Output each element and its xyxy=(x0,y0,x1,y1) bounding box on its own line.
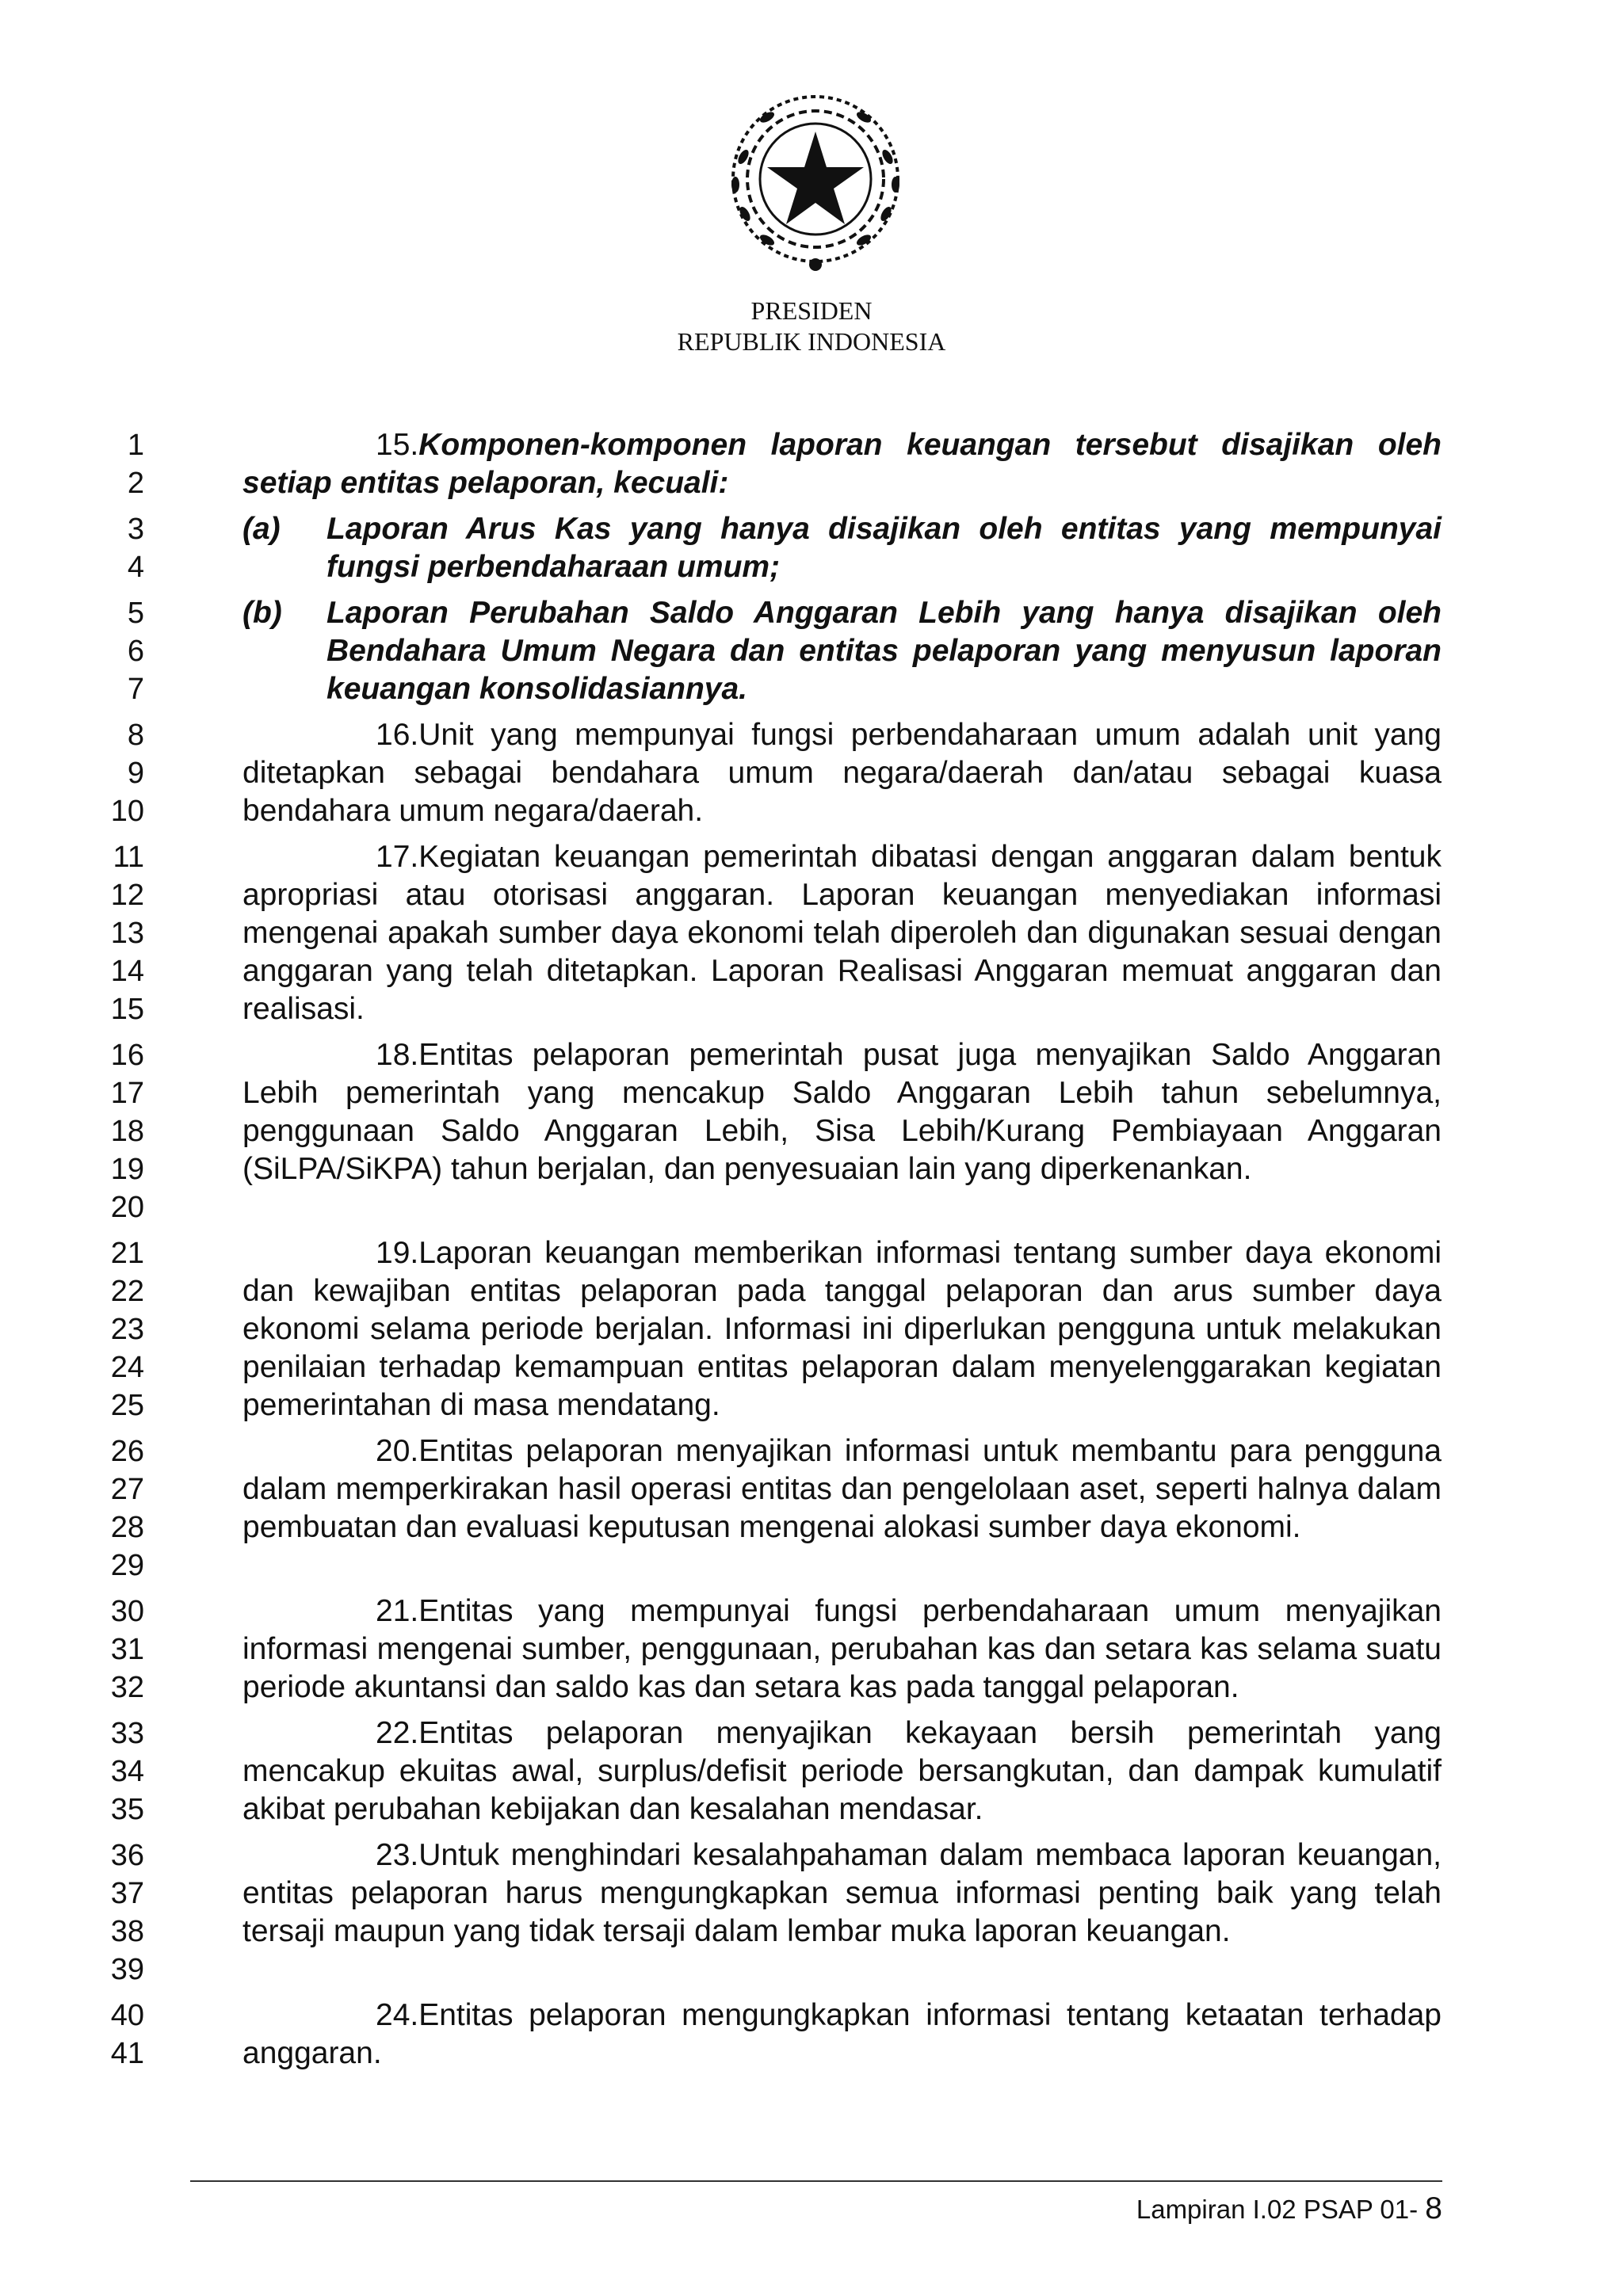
header-title-line2: REPUBLIK INDONESIA xyxy=(677,327,946,356)
paragraph-number: 20. xyxy=(376,1434,419,1468)
line-number: 8 xyxy=(127,719,144,752)
paragraph-text: Entitas pelaporan menyajikan kekayaan bersih pemerintah yang mencakup ekuitas awal, surplus/defisit periode bersangkutan, dan dampak kumulatif akibat perubahan kebijakan dan kesalahan mendasar. xyxy=(242,1716,1442,1826)
footer-divider xyxy=(190,2180,1442,2182)
line-number: 4 xyxy=(127,551,144,584)
line-number: 3 xyxy=(127,513,144,546)
paragraph-number: 22. xyxy=(376,1716,419,1750)
line-number: 29 xyxy=(110,1549,144,1582)
line-number: 24 xyxy=(110,1351,144,1384)
paragraph-number: 23. xyxy=(376,1838,419,1872)
line-number: 18 xyxy=(110,1115,144,1148)
paragraph-23 xyxy=(242,1836,1442,1951)
paragraph-number: 21. xyxy=(376,1594,419,1628)
line-number: 26 xyxy=(110,1435,144,1468)
paragraph-text: Kegiatan keuangan pemerintah dibatasi dengan anggaran dalam bentuk apropriasi atau otorisasi anggaran. Laporan keuangan menyediakan informasi mengenai apakah sumber daya ekonomi telah diperoleh dan digunakan sesuai dengan anggaran yang telah ditetapkan. Laporan Realisasi Anggaran memuat anggaran dan realisasi. xyxy=(242,840,1442,1026)
paragraph-18 xyxy=(242,1036,1442,1188)
list-item-text: Laporan Arus Kas yang hanya disajikan oleh entitas yang mempunyai fungsi perbendaharaan umum; xyxy=(327,512,1442,584)
line-number: 36 xyxy=(110,1839,144,1872)
list-item-label: (b) xyxy=(242,596,282,630)
paragraph-24 xyxy=(242,1997,1442,2073)
line-number: 11 xyxy=(113,841,144,874)
line-number: 7 xyxy=(127,673,144,706)
paragraph-17 xyxy=(242,838,1442,1028)
header-title-line1: PRESIDEN xyxy=(750,296,873,325)
paragraph-20 xyxy=(242,1432,1442,1547)
line-number: 33 xyxy=(110,1717,144,1750)
line-number: 9 xyxy=(127,757,144,790)
list-item-label: (a) xyxy=(242,512,281,546)
line-number: 25 xyxy=(110,1389,144,1422)
paragraph-text: Untuk menghindari kesalahpahaman dalam membaca laporan keuangan, entitas pelaporan harus mengungkapkan semua informasi penting baik yang telah tersaji maupun yang tidak tersaji dalam lembar muka laporan keuangan. xyxy=(242,1838,1442,1948)
line-number: 14 xyxy=(110,955,144,988)
line-number: 19 xyxy=(110,1153,144,1186)
paragraph-21 xyxy=(242,1592,1442,1707)
paragraph-number: 24. xyxy=(376,1998,419,2032)
line-number: 17 xyxy=(110,1077,144,1110)
line-number: 20 xyxy=(110,1191,144,1224)
line-number: 32 xyxy=(110,1671,144,1704)
line-number: 28 xyxy=(110,1511,144,1544)
line-number: 15 xyxy=(110,993,144,1026)
paragraph-22 xyxy=(242,1714,1442,1829)
paragraph-text: Unit yang mempunyai fungsi perbendaharaan umum adalah unit yang ditetapkan sebagai bendahara umum negara/daerah dan/atau sebagai kuasa bendahara umum negara/daerah. xyxy=(242,718,1442,828)
line-number: 38 xyxy=(110,1915,144,1948)
line-number: 2 xyxy=(127,467,144,500)
paragraph-number: 16. xyxy=(376,718,419,752)
line-number: 6 xyxy=(127,635,144,668)
line-number: 22 xyxy=(110,1275,144,1308)
line-number: 41 xyxy=(110,2037,144,2070)
line-number: 37 xyxy=(110,1877,144,1910)
page-number: 8 xyxy=(1425,2191,1442,2225)
paragraph-15 xyxy=(242,426,1442,502)
line-number: 27 xyxy=(110,1473,144,1506)
paragraph-text: Komponen-komponen laporan keuangan tersebut disajikan oleh setiap entitas pelaporan, kecuali: xyxy=(242,428,1442,500)
line-number: 10 xyxy=(110,795,144,828)
line-number: 39 xyxy=(110,1953,144,1986)
line-number: 30 xyxy=(110,1595,144,1628)
paragraph-text: Laporan keuangan memberikan informasi tentang sumber daya ekonomi dan kewajiban entitas pelaporan pada tanggal pelaporan dan arus sumber daya ekonomi selama periode berjalan. Informasi ini diperlukan pengguna untuk melakukan penilaian terhadap kemampuan entitas pelaporan dalam menyelenggarakan kegiatan pemerintahan di masa mendatang. xyxy=(242,1236,1442,1422)
presidential-emblem-icon xyxy=(712,86,919,282)
paragraph-16 xyxy=(242,716,1442,830)
paragraph-number: 19. xyxy=(376,1236,419,1270)
line-number: 35 xyxy=(110,1793,144,1826)
line-number: 5 xyxy=(127,597,144,630)
paragraph-text: Entitas yang mempunyai fungsi perbendaharaan umum menyajikan informasi mengenai sumber, penggunaan, perubahan kas dan setara kas selama suatu periode akuntansi dan saldo kas dan setara kas pada tanggal pelaporan. xyxy=(242,1594,1442,1704)
line-number: 40 xyxy=(110,1999,144,2032)
line-number: 21 xyxy=(110,1237,144,1270)
line-number: 34 xyxy=(110,1755,144,1788)
line-number: 1 xyxy=(127,429,144,462)
paragraph-number: 18. xyxy=(376,1038,419,1072)
footer-label: Lampiran I.02 PSAP 01- xyxy=(1136,2195,1426,2224)
paragraph-19 xyxy=(242,1234,1442,1425)
line-number: 13 xyxy=(110,917,144,950)
paragraph-text: Entitas pelaporan menyajikan informasi untuk membantu para pengguna dalam memperkirakan hasil operasi entitas dan pengelolaan aset, seperti halnya dalam pembuatan dan evaluasi keputusan mengenai alokasi sumber daya ekonomi. xyxy=(242,1434,1442,1544)
list-item-text: Laporan Perubahan Saldo Anggaran Lebih yang hanya disajikan oleh Bendahara Umum Negara dan entitas pelaporan yang menyusun laporan keuangan konsolidasiannya. xyxy=(327,596,1442,706)
line-number: 12 xyxy=(110,879,144,912)
line-number: 23 xyxy=(110,1313,144,1346)
line-number: 31 xyxy=(110,1633,144,1666)
footer xyxy=(1109,2191,1442,2226)
paragraph-number: 17. xyxy=(376,840,419,874)
paragraph-text: Entitas pelaporan pemerintah pusat juga menyajikan Saldo Anggaran Lebih pemerintah yang mencakup Saldo Anggaran Lebih tahun sebelumnya, penggunaan Saldo Anggaran Lebih, Sisa Lebih/Kurang Pembiayaan Anggaran (SiLPA/SiKPA) tahun berjalan, dan penyesuaian lain yang diperkenankan. xyxy=(242,1038,1442,1186)
paragraph-number: 15. xyxy=(376,428,419,462)
paragraph-text: Entitas pelaporan mengungkapkan informasi tentang ketaatan terhadap anggaran. xyxy=(242,1998,1442,2070)
line-number: 16 xyxy=(110,1039,144,1072)
